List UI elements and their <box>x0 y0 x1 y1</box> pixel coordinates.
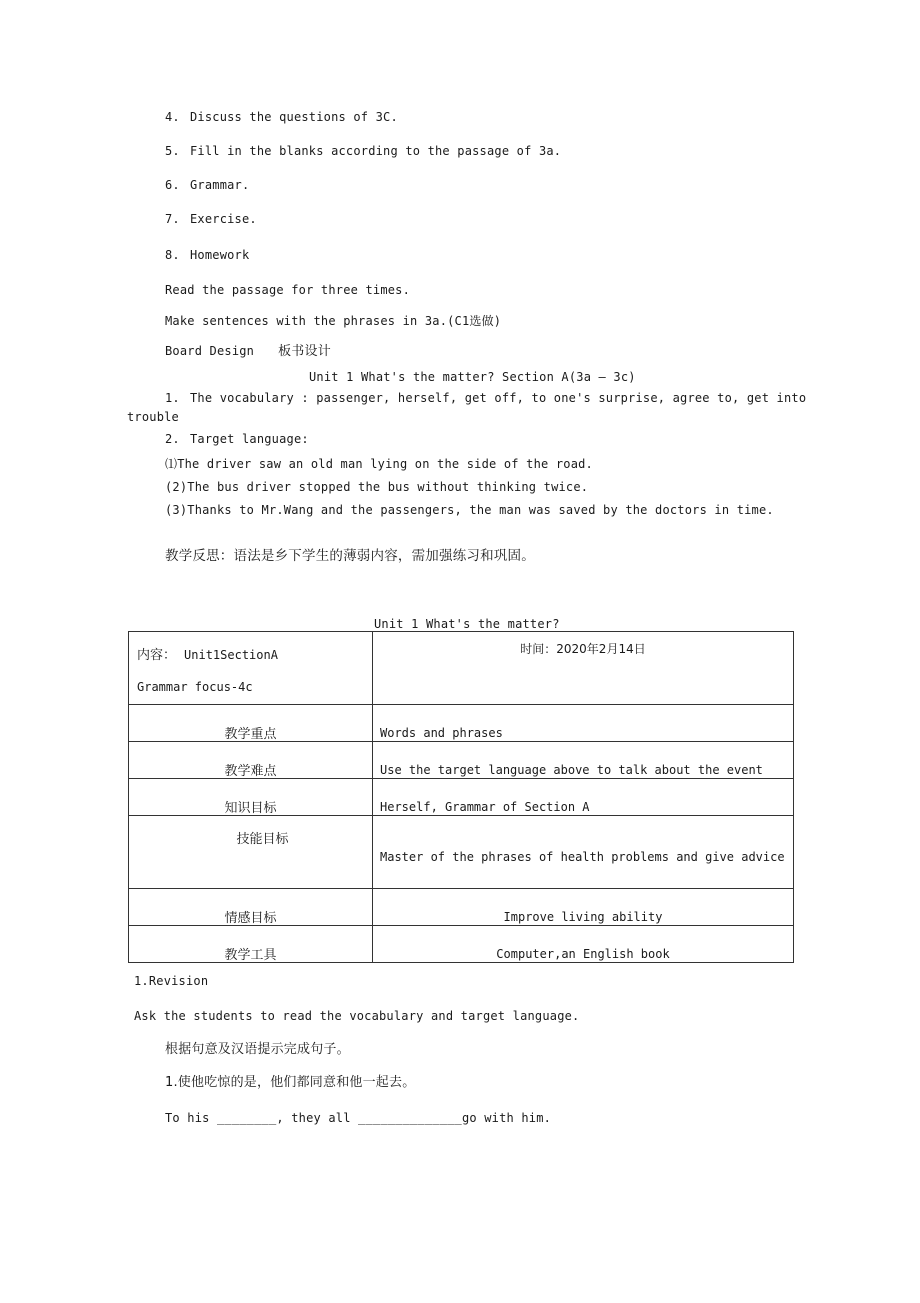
revision-heading: 1.Revision <box>134 974 209 988</box>
table-row <box>129 816 794 889</box>
revision-task: 根据句意及汉语提示完成句子。 <box>165 1042 350 1057</box>
row-label-difficulties: 教学难点 <box>224 764 277 779</box>
revision-instruction: Ask the students to read the vocabulary and target language. <box>134 1009 580 1023</box>
time-cell <box>373 632 794 705</box>
target-sentence-2: (2)The bus driver stopped the bus without thinking twice. <box>165 480 589 494</box>
step-6: 6. Grammar. <box>165 178 250 192</box>
table-row <box>129 926 794 963</box>
teaching-reflection: 教学反思：语法是乡下学生的薄弱内容，需加强练习和巩固。 <box>165 548 535 564</box>
lesson-plan-table <box>128 631 794 963</box>
step-4: 4. Discuss the questions of 3C. <box>165 110 398 124</box>
table-header-row <box>129 632 794 705</box>
row-value-tools: Computer,an English book <box>496 947 670 961</box>
step-7: 7. Exercise. <box>165 212 257 226</box>
homework-line-2: Make sentences with the phrases in 3a.(C1选做) <box>165 314 502 328</box>
step-8: 8. Homework <box>165 248 250 262</box>
board-design-heading: Board Design 板书设计 <box>165 344 331 359</box>
table-caption: Unit 1 What's the matter? <box>374 617 560 631</box>
row-label-knowledge-goal: 知识目标 <box>224 801 277 816</box>
row-value-knowledge-goal: Herself, Grammar of Section A <box>380 800 590 814</box>
homework-line-1: Read the passage for three times. <box>165 283 411 297</box>
step-5: 5. Fill in the blanks according to the passage of 3a. <box>165 144 562 158</box>
row-label-emotion-goal: 情感目标 <box>224 911 277 926</box>
target-language-label: 2. Target language: <box>165 432 309 446</box>
vocabulary-line: 1. The vocabulary : passenger, herself, get off, to one's surprise, agree to, get into <box>165 391 807 405</box>
row-label-key-points: 教学重点 <box>224 727 277 742</box>
vocabulary-line-wrap: trouble <box>127 410 179 424</box>
table-row <box>129 705 794 742</box>
row-label-skill-goal: 技能目标 <box>236 832 289 847</box>
table-row <box>129 779 794 816</box>
row-value-skill-goal: Master of the phrases of health problems and give advice <box>380 850 785 864</box>
question-1-en: To his ________, they all ______________go with him. <box>165 1111 552 1125</box>
table-row <box>129 889 794 926</box>
row-value-key-points: Words and phrases <box>380 726 503 740</box>
content-line-2: Grammar focus-4c <box>137 680 253 694</box>
row-label-tools: 教学工具 <box>224 948 277 963</box>
target-sentence-1: ⑴The driver saw an old man lying on the side of the road. <box>165 457 593 471</box>
row-value-emotion-goal: Improve living ability <box>503 910 663 924</box>
table-row <box>129 742 794 779</box>
content-line-1: 内容： Unit1SectionA <box>137 648 278 663</box>
question-1-cn: 1.使他吃惊的是，他们都同意和他一起去。 <box>165 1075 416 1090</box>
target-sentence-3: (3)Thanks to Mr.Wang and the passengers, the man was saved by the doctors in time. <box>165 503 774 517</box>
content-cell <box>129 632 373 705</box>
lesson-date: 时间：2020年2月14日 <box>520 642 646 656</box>
board-design-title: Unit 1 What's the matter? Section A(3a — 3c) <box>309 370 636 384</box>
row-value-difficulties: Use the target language above to talk about the event <box>380 763 763 777</box>
